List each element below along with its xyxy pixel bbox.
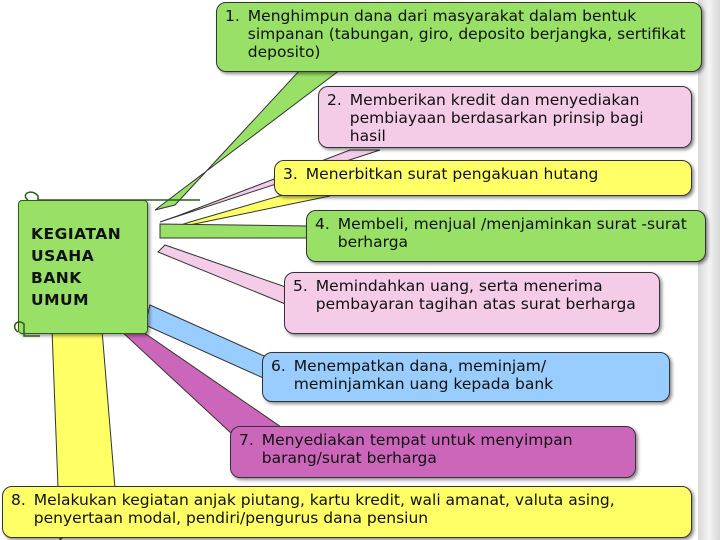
activity-number: 7. xyxy=(239,431,254,449)
activity-number: 3. xyxy=(283,165,298,183)
activity-text: Membeli, menjual /menjaminkan surat -surat berharga xyxy=(337,215,687,251)
activity-number: 1. xyxy=(225,7,240,25)
activity-text: Menerbitkan surat pengakuan hutang xyxy=(305,165,599,183)
activity-text: Memindahkan uang, serta menerima pembayaran tagihan atas surat berharga xyxy=(315,277,636,313)
activity-box-4 xyxy=(306,210,706,262)
activity-text: Menempatkan dana, meminjam/ meminjamkan uang kepada bank xyxy=(293,357,554,393)
activity-box-3 xyxy=(274,160,692,196)
activity-number: 8. xyxy=(11,491,26,509)
activity-box-7 xyxy=(230,426,636,478)
activity-text: Memberikan kredit dan menyediakan pembiayaan berdasarkan prinsip bagi hasil xyxy=(349,91,644,145)
activity-text: Menyediakan tempat untuk menyimpan barang/surat berharga xyxy=(261,431,573,467)
activity-box-8 xyxy=(2,486,692,538)
activity-number: 5. xyxy=(293,277,308,295)
activity-number: 4. xyxy=(315,215,330,233)
activity-number: 2. xyxy=(327,91,342,109)
activity-box-2 xyxy=(318,86,692,148)
activity-text: Melakukan kegiatan anjak piutang, kartu kredit, wali amanat, valuta asing, penyertaan modal, pendiri/pengurus dana pensiun xyxy=(33,491,615,527)
activity-box-6 xyxy=(262,352,670,402)
activity-number: 6. xyxy=(271,357,286,375)
central-topic-title: KEGIATAN USAHA BANK UMUM xyxy=(31,225,122,309)
scroll-curl-decoration xyxy=(10,186,210,346)
activity-box-5 xyxy=(284,272,660,334)
activity-box-1 xyxy=(216,2,702,72)
activity-text: Menghimpun dana dari masyarakat dalam bentuk simpanan (tabungan, giro, deposito berjangka, sertifikat deposito) xyxy=(247,7,686,61)
